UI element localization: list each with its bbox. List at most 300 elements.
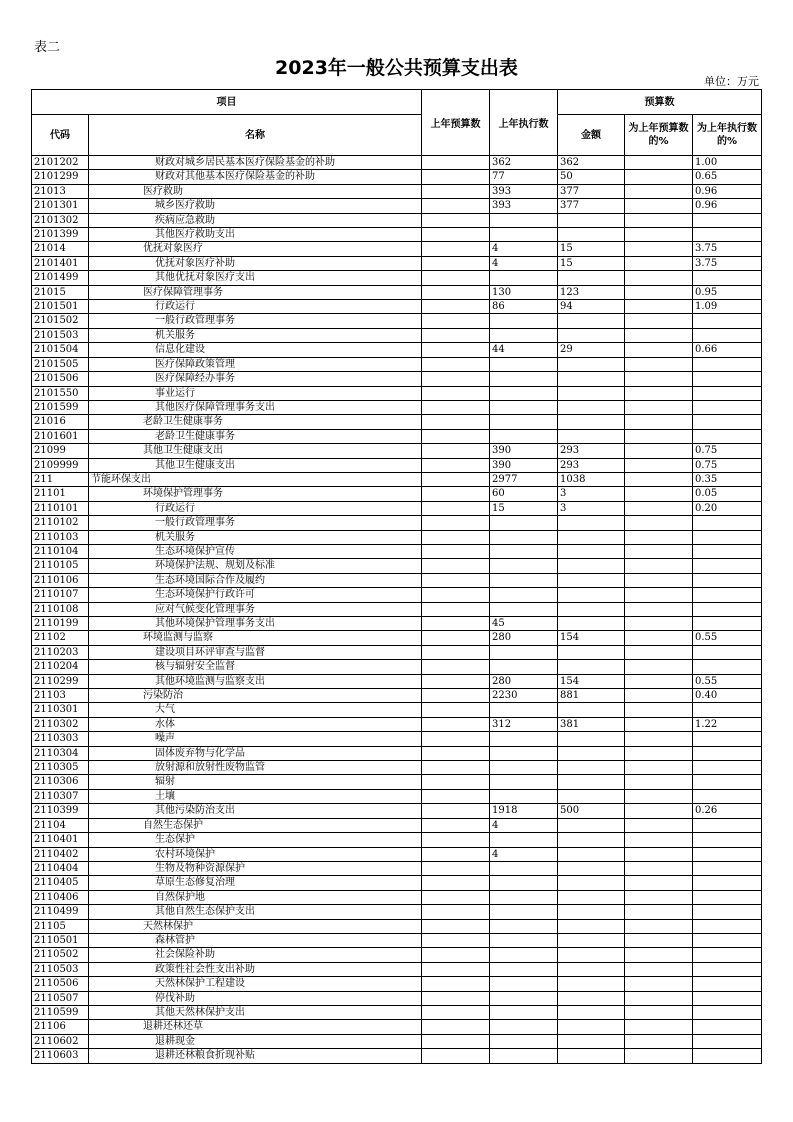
row-amount: 500 [558, 804, 625, 818]
table-row [32, 991, 762, 1005]
row-name: 土壤 [89, 789, 422, 803]
table-row [32, 156, 762, 170]
row-pct-prev-budget [625, 530, 693, 544]
row-pct-prev-exec [693, 660, 762, 674]
row-prev-exec [490, 386, 558, 400]
row-amount [558, 228, 625, 242]
row-pct-prev-exec: 0.75 [693, 458, 762, 472]
table-body [32, 156, 762, 1064]
row-pct-prev-exec: 0.95 [693, 285, 762, 299]
row-amount: 154 [558, 631, 625, 645]
row-prev-exec [490, 991, 558, 1005]
row-prev-budget [422, 631, 490, 645]
row-pct-prev-budget [625, 717, 693, 731]
row-code: 2110305 [32, 761, 89, 775]
row-pct-prev-exec [693, 962, 762, 976]
row-prev-budget [422, 761, 490, 775]
row-amount: 1038 [558, 472, 625, 486]
row-amount [558, 415, 625, 429]
table-row [32, 372, 762, 386]
row-pct-prev-exec [693, 1034, 762, 1048]
row-prev-exec [490, 833, 558, 847]
row-prev-exec: 4 [490, 256, 558, 270]
row-prev-budget [422, 156, 490, 170]
row-pct-prev-exec: 0.35 [693, 472, 762, 486]
row-pct-prev-budget [625, 213, 693, 227]
header-pct-prev-exec: 为上年执行数的% [693, 115, 762, 156]
row-pct-prev-exec [693, 746, 762, 760]
row-pct-prev-exec [693, 573, 762, 587]
table-row [32, 602, 762, 616]
row-amount [558, 516, 625, 530]
row-pct-prev-exec [693, 818, 762, 832]
row-prev-budget [422, 933, 490, 947]
header-name: 名称 [89, 115, 422, 156]
row-name: 生态环境国际合作及履约 [89, 573, 422, 587]
row-code: 2101601 [32, 429, 89, 443]
row-prev-exec: 312 [490, 717, 558, 731]
row-prev-budget [422, 919, 490, 933]
row-prev-budget [422, 1034, 490, 1048]
row-code: 2110199 [32, 617, 89, 631]
row-pct-prev-exec [693, 386, 762, 400]
row-amount [558, 588, 625, 602]
row-amount [558, 660, 625, 674]
row-code: 2110304 [32, 746, 89, 760]
row-pct-prev-budget [625, 890, 693, 904]
table-row [32, 919, 762, 933]
row-pct-prev-budget [625, 833, 693, 847]
table-row [32, 300, 762, 314]
row-prev-exec: 44 [490, 343, 558, 357]
row-amount [558, 271, 625, 285]
row-name: 机关服务 [89, 530, 422, 544]
row-pct-prev-budget [625, 962, 693, 976]
row-prev-exec [490, 660, 558, 674]
row-pct-prev-exec: 0.40 [693, 689, 762, 703]
row-pct-prev-exec [693, 357, 762, 371]
row-prev-exec: 280 [490, 674, 558, 688]
row-pct-prev-exec: 3.75 [693, 242, 762, 256]
row-pct-prev-budget [625, 1020, 693, 1034]
row-code: 2110405 [32, 876, 89, 890]
row-amount [558, 1020, 625, 1034]
row-prev-exec: 4 [490, 847, 558, 861]
row-prev-budget [422, 991, 490, 1005]
table-row [32, 213, 762, 227]
row-code: 2110102 [32, 516, 89, 530]
row-pct-prev-budget [625, 933, 693, 947]
header-pct-prev-budget: 为上年预算数的% [625, 115, 693, 156]
row-prev-exec: 1918 [490, 804, 558, 818]
row-prev-budget [422, 660, 490, 674]
row-prev-exec [490, 732, 558, 746]
row-prev-budget [422, 890, 490, 904]
row-pct-prev-exec [693, 833, 762, 847]
row-prev-exec: 77 [490, 170, 558, 184]
row-prev-budget [422, 343, 490, 357]
row-name: 一般行政管理事务 [89, 314, 422, 328]
row-prev-exec: 60 [490, 487, 558, 501]
row-amount [558, 372, 625, 386]
header-prev-budget: 上年预算数 [422, 90, 490, 156]
row-pct-prev-budget [625, 861, 693, 875]
row-prev-exec [490, 372, 558, 386]
row-prev-budget [422, 804, 490, 818]
row-name: 财政对其他基本医疗保险基金的补助 [89, 170, 422, 184]
row-code: 2110107 [32, 588, 89, 602]
row-pct-prev-exec [693, 516, 762, 530]
row-name: 其他环境监测与监察支出 [89, 674, 422, 688]
row-pct-prev-budget [625, 156, 693, 170]
row-prev-exec [490, 746, 558, 760]
row-amount [558, 602, 625, 616]
row-prev-exec [490, 573, 558, 587]
table-row [32, 804, 762, 818]
row-pct-prev-exec [693, 544, 762, 558]
row-pct-prev-budget [625, 357, 693, 371]
row-code: 2110104 [32, 544, 89, 558]
row-pct-prev-exec [693, 1049, 762, 1063]
row-code: 2101550 [32, 386, 89, 400]
row-amount [558, 400, 625, 414]
row-amount: 362 [558, 156, 625, 170]
row-prev-budget [422, 717, 490, 731]
table-row [32, 271, 762, 285]
row-pct-prev-exec: 0.20 [693, 501, 762, 515]
row-prev-budget [422, 703, 490, 717]
row-pct-prev-exec: 0.66 [693, 343, 762, 357]
table-row [32, 516, 762, 530]
table-row [32, 689, 762, 703]
row-pct-prev-budget [625, 602, 693, 616]
table-row [32, 314, 762, 328]
row-code: 21106 [32, 1020, 89, 1034]
row-code: 2110502 [32, 948, 89, 962]
row-prev-exec [490, 876, 558, 890]
row-prev-exec [490, 1049, 558, 1063]
row-code: 2101499 [32, 271, 89, 285]
row-name: 应对气候变化管理事务 [89, 602, 422, 616]
row-code: 21016 [32, 415, 89, 429]
row-code: 2101599 [32, 400, 89, 414]
row-amount [558, 703, 625, 717]
header-budget: 预算数 [558, 90, 762, 115]
row-amount [558, 1034, 625, 1048]
row-name: 疾病应急救助 [89, 213, 422, 227]
row-name: 城乡医疗救助 [89, 199, 422, 213]
row-prev-budget [422, 386, 490, 400]
row-code: 2110406 [32, 890, 89, 904]
table-row [32, 876, 762, 890]
row-pct-prev-exec [693, 933, 762, 947]
row-prev-budget [422, 1005, 490, 1019]
row-prev-exec [490, 530, 558, 544]
row-pct-prev-budget [625, 458, 693, 472]
table-row [32, 703, 762, 717]
row-amount [558, 948, 625, 962]
row-code: 2101501 [32, 300, 89, 314]
row-code: 21105 [32, 919, 89, 933]
row-amount [558, 386, 625, 400]
row-pct-prev-exec: 1.09 [693, 300, 762, 314]
row-prev-budget [422, 170, 490, 184]
row-amount: 881 [558, 689, 625, 703]
row-pct-prev-exec: 0.75 [693, 444, 762, 458]
row-pct-prev-exec [693, 415, 762, 429]
row-prev-exec [490, 789, 558, 803]
table-row [32, 458, 762, 472]
row-pct-prev-exec [693, 602, 762, 616]
row-pct-prev-budget [625, 674, 693, 688]
row-pct-prev-budget [625, 472, 693, 486]
row-code: 21014 [32, 242, 89, 256]
row-prev-budget [422, 645, 490, 659]
row-code: 2101302 [32, 213, 89, 227]
table-row [32, 285, 762, 299]
row-prev-exec [490, 775, 558, 789]
table-row [32, 228, 762, 242]
row-pct-prev-budget [625, 948, 693, 962]
row-prev-budget [422, 458, 490, 472]
row-name: 退耕现金 [89, 1034, 422, 1048]
row-pct-prev-exec: 0.96 [693, 199, 762, 213]
row-prev-budget [422, 242, 490, 256]
row-pct-prev-budget [625, 919, 693, 933]
row-amount [558, 328, 625, 342]
table-row [32, 847, 762, 861]
row-prev-exec [490, 905, 558, 919]
row-pct-prev-exec [693, 789, 762, 803]
row-amount [558, 314, 625, 328]
row-pct-prev-exec [693, 1020, 762, 1034]
row-prev-budget [422, 213, 490, 227]
row-amount [558, 645, 625, 659]
row-amount [558, 905, 625, 919]
row-name: 其他自然生态保护支出 [89, 905, 422, 919]
row-code: 2110108 [32, 602, 89, 616]
row-prev-budget [422, 559, 490, 573]
row-prev-budget [422, 977, 490, 991]
row-pct-prev-budget [625, 573, 693, 587]
row-prev-exec [490, 1034, 558, 1048]
row-name: 老龄卫生健康事务 [89, 415, 422, 429]
row-prev-exec [490, 645, 558, 659]
row-amount [558, 559, 625, 573]
row-code: 21104 [32, 818, 89, 832]
row-pct-prev-budget [625, 199, 693, 213]
row-pct-prev-budget [625, 328, 693, 342]
row-amount [558, 761, 625, 775]
table-row [32, 530, 762, 544]
table-row [32, 948, 762, 962]
row-prev-budget [422, 400, 490, 414]
row-pct-prev-budget [625, 242, 693, 256]
table-row [32, 472, 762, 486]
row-code: 21015 [32, 285, 89, 299]
row-pct-prev-budget [625, 1034, 693, 1048]
row-pct-prev-budget [625, 645, 693, 659]
row-prev-budget [422, 674, 490, 688]
row-prev-exec [490, 890, 558, 904]
row-prev-budget [422, 516, 490, 530]
row-code: 2110301 [32, 703, 89, 717]
row-prev-budget [422, 415, 490, 429]
row-prev-exec [490, 271, 558, 285]
row-pct-prev-budget [625, 847, 693, 861]
row-code: 2110204 [32, 660, 89, 674]
row-pct-prev-budget [625, 444, 693, 458]
row-name: 其他环境保护管理事务支出 [89, 617, 422, 631]
row-prev-budget [422, 948, 490, 962]
row-prev-budget [422, 429, 490, 443]
row-prev-budget [422, 962, 490, 976]
table-row [32, 544, 762, 558]
row-name: 大气 [89, 703, 422, 717]
row-amount [558, 1049, 625, 1063]
row-pct-prev-budget [625, 271, 693, 285]
table-row [32, 660, 762, 674]
row-prev-budget [422, 746, 490, 760]
row-amount: 50 [558, 170, 625, 184]
row-amount: 3 [558, 501, 625, 515]
row-amount [558, 977, 625, 991]
row-amount [558, 617, 625, 631]
row-code: 2110507 [32, 991, 89, 1005]
row-name: 其他优抚对象医疗支出 [89, 271, 422, 285]
row-code: 21101 [32, 487, 89, 501]
row-prev-exec: 2977 [490, 472, 558, 486]
row-pct-prev-budget [625, 761, 693, 775]
row-code: 2110603 [32, 1049, 89, 1063]
row-pct-prev-exec [693, 703, 762, 717]
table-row [32, 833, 762, 847]
row-amount [558, 991, 625, 1005]
row-code: 2101202 [32, 156, 89, 170]
row-name: 其他卫生健康支出 [89, 444, 422, 458]
row-amount [558, 530, 625, 544]
row-code: 2101504 [32, 343, 89, 357]
row-prev-exec [490, 400, 558, 414]
row-prev-exec: 390 [490, 458, 558, 472]
row-code: 2110303 [32, 732, 89, 746]
row-pct-prev-exec: 0.96 [693, 184, 762, 198]
row-prev-exec [490, 228, 558, 242]
row-name: 停伐补助 [89, 991, 422, 1005]
row-pct-prev-budget [625, 544, 693, 558]
row-pct-prev-budget [625, 732, 693, 746]
header-prev-exec: 上年执行数 [490, 90, 558, 156]
table-row [32, 199, 762, 213]
row-amount: 123 [558, 285, 625, 299]
row-amount [558, 544, 625, 558]
row-prev-budget [422, 861, 490, 875]
row-prev-exec [490, 602, 558, 616]
table-row [32, 386, 762, 400]
row-prev-exec [490, 861, 558, 875]
row-pct-prev-exec [693, 905, 762, 919]
budget-table [31, 89, 762, 1064]
row-prev-exec: 280 [490, 631, 558, 645]
table-row [32, 343, 762, 357]
row-amount [558, 775, 625, 789]
row-pct-prev-exec [693, 372, 762, 386]
row-prev-exec: 4 [490, 818, 558, 832]
row-name: 信息化建设 [89, 343, 422, 357]
row-prev-exec [490, 213, 558, 227]
row-amount [558, 962, 625, 976]
row-amount: 3 [558, 487, 625, 501]
table-row [32, 890, 762, 904]
row-prev-exec [490, 559, 558, 573]
row-prev-exec: 15 [490, 501, 558, 515]
row-prev-exec [490, 588, 558, 602]
row-prev-exec: 362 [490, 156, 558, 170]
row-prev-exec [490, 933, 558, 947]
row-code: 2101505 [32, 357, 89, 371]
row-pct-prev-budget [625, 516, 693, 530]
row-pct-prev-exec [693, 588, 762, 602]
row-name: 辐射 [89, 775, 422, 789]
row-prev-budget [422, 472, 490, 486]
row-name: 天然林保护 [89, 919, 422, 933]
row-prev-budget [422, 530, 490, 544]
row-pct-prev-budget [625, 804, 693, 818]
row-pct-prev-budget [625, 343, 693, 357]
row-amount [558, 833, 625, 847]
row-pct-prev-exec [693, 617, 762, 631]
row-amount: 377 [558, 199, 625, 213]
table-row [32, 559, 762, 573]
row-name: 政策性社会性支出补助 [89, 962, 422, 976]
row-prev-budget [422, 775, 490, 789]
table-row [32, 732, 762, 746]
row-prev-budget [422, 573, 490, 587]
row-prev-budget [422, 328, 490, 342]
row-amount [558, 429, 625, 443]
row-prev-exec [490, 919, 558, 933]
table-row [32, 1005, 762, 1019]
row-pct-prev-exec [693, 977, 762, 991]
row-code: 2101301 [32, 199, 89, 213]
row-prev-budget [422, 732, 490, 746]
row-pct-prev-exec [693, 847, 762, 861]
row-pct-prev-budget [625, 300, 693, 314]
row-code: 2110602 [32, 1034, 89, 1048]
table-row [32, 242, 762, 256]
row-name: 生态环境保护宣传 [89, 544, 422, 558]
row-prev-budget [422, 847, 490, 861]
row-amount [558, 213, 625, 227]
row-prev-budget [422, 1049, 490, 1063]
row-prev-exec [490, 328, 558, 342]
row-code: 2110506 [32, 977, 89, 991]
row-pct-prev-exec [693, 228, 762, 242]
row-pct-prev-exec [693, 530, 762, 544]
table-row [32, 717, 762, 731]
row-pct-prev-exec [693, 314, 762, 328]
row-pct-prev-budget [625, 429, 693, 443]
row-prev-budget [422, 876, 490, 890]
row-pct-prev-budget [625, 631, 693, 645]
row-code: 2110399 [32, 804, 89, 818]
row-prev-exec [490, 977, 558, 991]
row-code: 2110105 [32, 559, 89, 573]
row-code: 2110307 [32, 789, 89, 803]
row-prev-budget [422, 199, 490, 213]
row-prev-exec [490, 429, 558, 443]
row-prev-budget [422, 602, 490, 616]
